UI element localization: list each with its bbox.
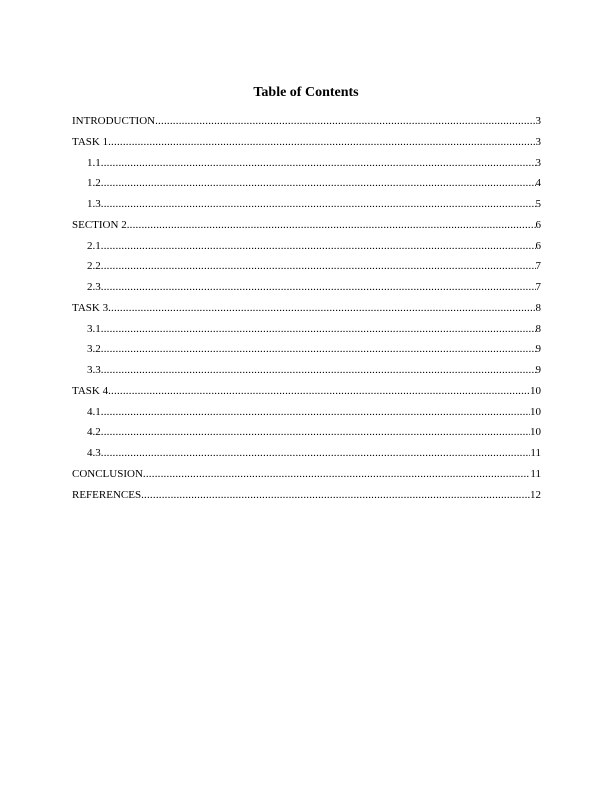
toc-entry-page-number: 3 [535,135,541,148]
toc-entry-label: REFERENCES [72,488,142,501]
toc-entry-page-number: 10 [530,405,541,418]
toc-entry[interactable] [72,425,541,446]
toc-dot-leader [101,259,536,273]
toc-entry[interactable] [72,176,541,197]
toc-dot-leader [143,467,531,481]
toc-entry-page-number: 9 [535,343,541,356]
toc-entry[interactable] [72,467,541,488]
toc-entry[interactable] [72,446,541,467]
toc-dot-leader [101,197,536,211]
toc-entry-page-number: 4 [535,177,541,190]
toc-entry-page-number: 6 [535,218,541,231]
toc-entry[interactable] [72,405,541,426]
toc-entry-page-number: 12 [530,488,541,501]
toc-dot-leader [155,114,535,128]
toc-entry[interactable] [72,280,541,301]
toc-entry-page-number: 6 [535,239,541,252]
toc-entry-page-number: 8 [535,301,541,314]
toc-entry-label: TASK 3 [72,301,109,314]
toc-entry-page-number: 10 [530,426,541,439]
toc-entry-label: 2.3 [87,281,101,293]
toc-entry-label: 3.2 [87,343,101,356]
toc-entry-page-number: 3 [535,156,541,169]
toc-dot-leader [108,135,535,149]
toc-entry-page-number: 3 [535,115,541,127]
toc-entry[interactable] [72,384,541,405]
toc-entry[interactable] [72,135,541,156]
toc-entry-label: 1.2 [87,177,101,190]
toc-dot-leader [108,301,535,315]
toc-entry-label: SECTION 2 [72,218,127,231]
toc-entry[interactable] [72,114,541,135]
toc-dot-leader [141,488,530,502]
toc-dot-leader [101,425,530,439]
toc-list [72,114,541,508]
toc-entry-page-number: 9 [535,364,541,376]
toc-title: Table of Contents [253,85,359,100]
toc-dot-leader [101,342,536,356]
toc-entry[interactable] [72,342,541,363]
toc-entry-page-number: 8 [535,322,541,335]
toc-dot-leader [101,446,531,460]
toc-dot-leader [127,218,536,232]
toc-dot-leader [101,405,530,419]
toc-entry-page-number: 11 [530,447,541,459]
toc-entry[interactable] [72,218,541,239]
toc-entry[interactable] [72,322,541,343]
toc-entry-label: 3.1 [87,322,101,335]
toc-dot-leader [101,176,536,190]
toc-entry-label: 2.2 [87,260,101,273]
toc-entry-page-number: 7 [535,281,541,293]
toc-entry-label: CONCLUSION [72,467,143,480]
toc-entry-page-number: 11 [530,467,541,480]
toc-entry-label: 4.3 [87,447,101,459]
toc-entry[interactable] [72,156,541,177]
toc-entry-page-number: 7 [535,260,541,273]
toc-entry-label: TASK 4 [72,384,109,397]
toc-entry-label: TASK 1 [72,135,109,148]
toc-entry-label: INTRODUCTION [72,115,156,127]
toc-entry-page-number: 10 [530,384,541,397]
toc-dot-leader [101,363,536,377]
toc-entry[interactable] [72,259,541,280]
toc-dot-leader [101,156,536,170]
toc-dot-leader [108,384,530,398]
toc-entry-label: 2.1 [87,239,101,252]
toc-entry-label: 1.3 [87,198,101,210]
toc-entry[interactable] [72,197,541,218]
toc-dot-leader [101,322,536,336]
toc-entry-label: 4.2 [87,426,101,439]
toc-dot-leader [101,280,536,294]
toc-entry-page-number: 5 [535,198,541,210]
toc-entry-label: 3.3 [87,364,101,376]
toc-entry[interactable] [72,488,541,509]
toc-entry[interactable] [72,301,541,322]
toc-dot-leader [101,239,536,253]
toc-entry[interactable] [72,239,541,260]
toc-entry-label: 4.1 [87,405,101,418]
toc-entry-label: 1.1 [87,156,101,169]
toc-entry[interactable] [72,363,541,384]
